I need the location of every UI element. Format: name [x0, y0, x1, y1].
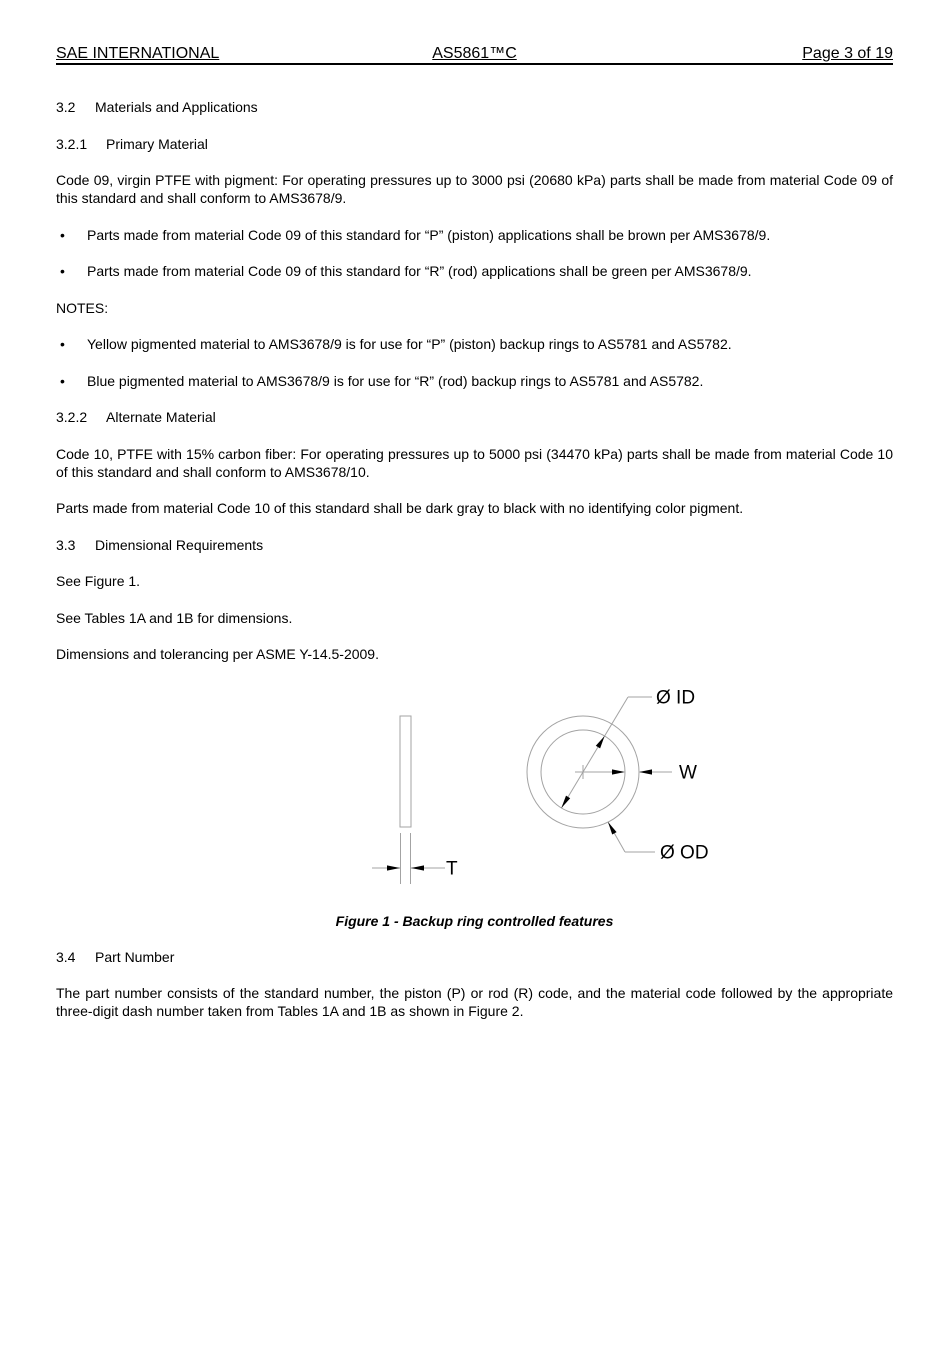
ring-front-view: [527, 688, 709, 864]
notes-label: NOTES:: [56, 299, 109, 316]
paragraph-code09: Code 09, virgin PTFE with pigment: For operating pressures up to 3000 psi (20680 kPa) parts shall be made from material Code 09 of this standard and shall conform to AMS3678/9.: [56, 172, 893, 206]
thickness-label: T: [446, 858, 458, 880]
bullet-item-piston-brown: [56, 226, 893, 244]
paragraph-see-figure: See Figure 1.: [56, 573, 141, 589]
bullet-marker: •: [60, 336, 65, 352]
bullet-item-yellow-pigment: [56, 335, 893, 353]
bullet-text: Parts made from material Code 09 of this standard for “R” (rod) applications shall be green per AMS3678/9.: [87, 263, 752, 279]
bullet-text: Blue pigmented material to AMS3678/9 is for use for “R” (rod) backup rings to AS5781 and AS5782.: [87, 372, 704, 389]
figure-1-caption: Figure 1 - Backup ring controlled features: [335, 913, 614, 929]
section-title: Part Number: [95, 948, 175, 965]
section-number: 3.3: [56, 536, 76, 553]
section-title: Primary Material: [106, 135, 208, 152]
bullet-marker: •: [60, 226, 65, 243]
wall-width-label: W: [679, 762, 697, 784]
header-document-number: AS5861™C: [432, 45, 517, 62]
section-title: Materials and Applications: [95, 99, 258, 115]
ring-side-view: [372, 716, 458, 884]
section-number: 3.2.1: [56, 135, 88, 152]
dimension-arrow-icon: [639, 769, 652, 774]
bullet-marker: •: [60, 263, 65, 279]
bullet-text: Parts made from material Code 09 of this standard for “P” (piston) applications shall be brown per AMS3678/9.: [87, 226, 771, 243]
paragraph-code10: Code 10, PTFE with 15% carbon fiber: For operating pressures up to 5000 psi (34470 kPa) parts shall be made from material Code 10 of this standard and shall conform to AMS3678/10.: [56, 445, 893, 480]
document-page: [0, 46, 950, 1020]
bullet-item-rod-green: [56, 262, 893, 280]
section-heading-3-4: [56, 948, 893, 966]
dimension-arrow-icon: [411, 865, 424, 870]
bullet-marker: •: [60, 372, 65, 389]
header-left: SAE INTERNATIONAL: [56, 45, 220, 62]
section-title: Alternate Material: [106, 409, 216, 425]
bullet-item-blue-pigment: [56, 372, 893, 390]
section-number: 3.2: [56, 99, 76, 115]
dimension-arrow-icon: [596, 736, 605, 748]
section-heading-3-2: [56, 98, 893, 116]
inner-diameter-label: Ø ID: [656, 687, 696, 709]
paragraph-see-tables: See Tables 1A and 1B for dimensions.: [56, 609, 293, 626]
dimension-arrow-icon: [608, 822, 617, 835]
section-number: 3.2.2: [56, 409, 88, 425]
dimension-arrow-icon: [387, 865, 400, 870]
outer-diameter-label: Ø OD: [660, 842, 709, 864]
paragraph-dimensioning: Dimensions and tolerancing per ASME Y-14.5-2009.: [56, 646, 379, 662]
paragraph-code10-color: Parts made from material Code 10 of this standard shall be dark gray to black with no identifying color pigment.: [56, 500, 744, 516]
figure-1-drawing: [360, 685, 893, 893]
section-heading-3-3: [56, 536, 893, 554]
paragraph-part-number: The part number consists of the standard number, the piston (P) or rod (R) code, and the material code followed by the appropriate three-digit dash number taken from Tables 1A and 1B as shown in Figure 2.: [56, 985, 893, 1019]
header-page-number: Page 3 of 19: [802, 45, 893, 62]
dimension-arrow-icon: [561, 796, 570, 808]
bullet-text: Yellow pigmented material to AMS3678/9 is for use for “P” (piston) backup rings to AS5781 and AS5782.: [87, 336, 732, 352]
section-number: 3.4: [56, 948, 76, 965]
dimension-arrow-icon: [612, 769, 625, 774]
section-title: Dimensional Requirements: [95, 536, 264, 553]
section-heading-3-2-2: [56, 408, 893, 426]
section-heading-3-2-1: [56, 135, 893, 153]
page-header: [56, 46, 893, 65]
backup-ring-technical-drawing: [360, 685, 780, 893]
